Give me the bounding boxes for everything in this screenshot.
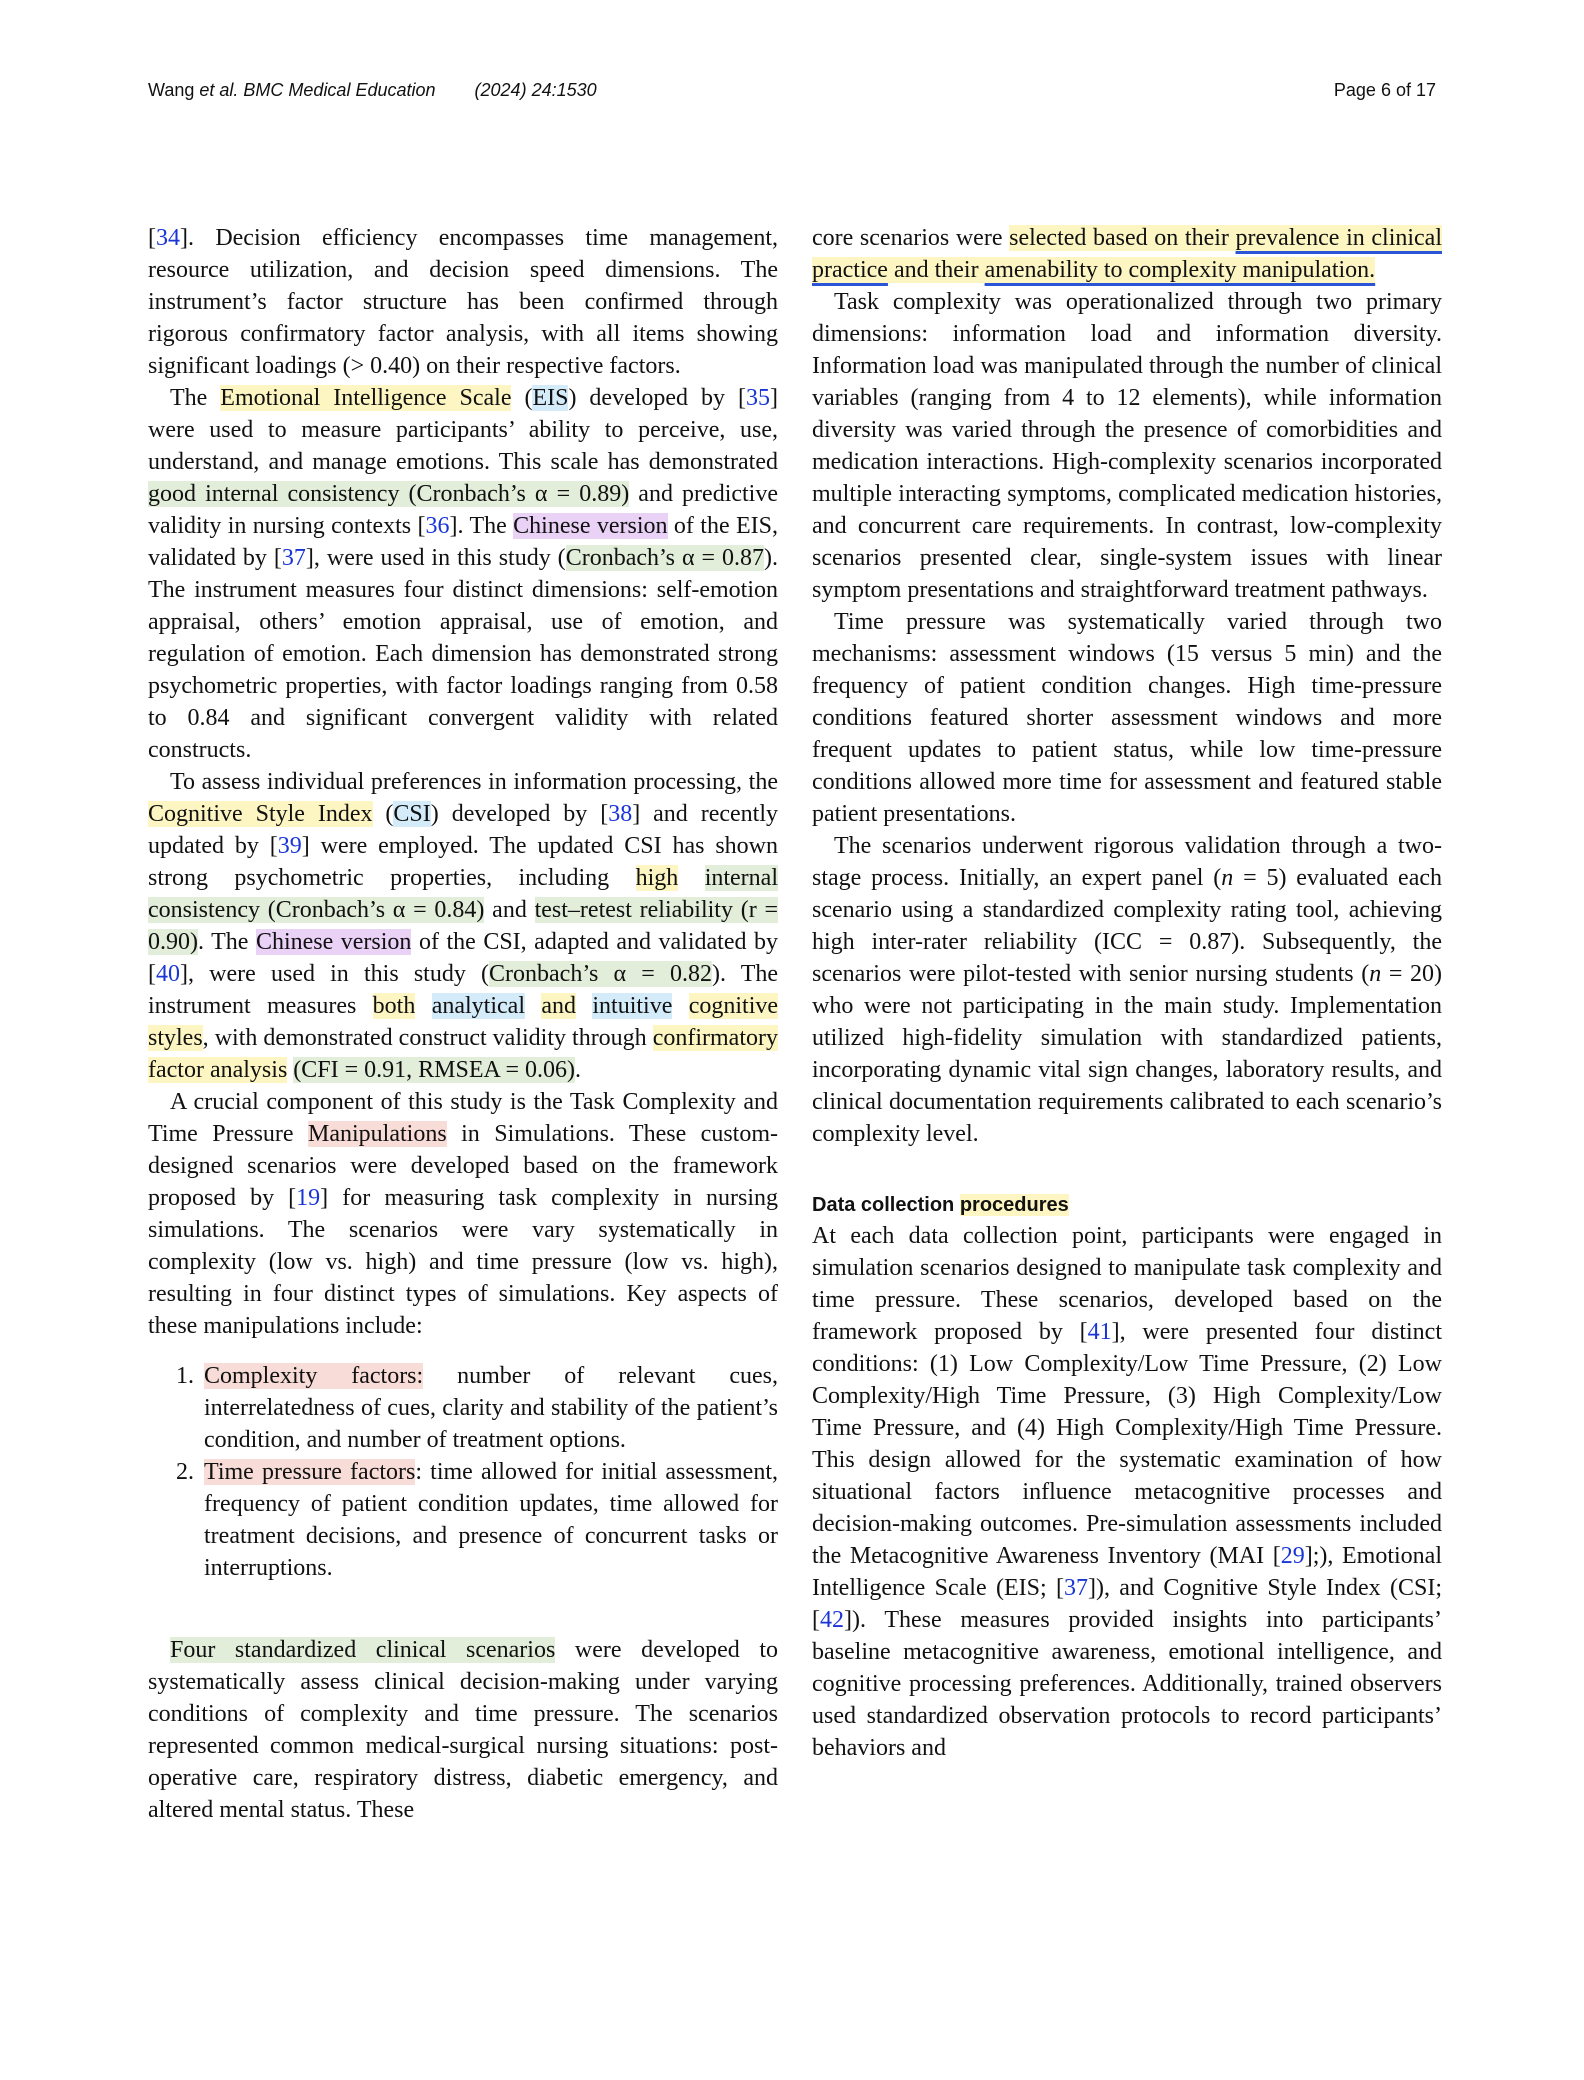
citation-link[interactable]: 29 (1280, 1543, 1305, 1569)
paragraph-validation: The scenarios underwent rigorous validation through a two-stage process. Initially, an expert panel (n = 5) evaluated each scenario using a standardized complexity rating tool, achieving high inter-rater reliability (ICC = 0.87). Subsequently, the scenarios were pilot-tested with senior nursing students (n = 20) who were not participating in the main study. Implementation utilized high-fidelity simulation with standardized patients, incorporating dynamic vital sign changes, laboratory results, and clinical documentation requirements calibrated to each scenario’s complexity level. (812, 833, 1443, 1147)
highlight[interactable]: test–retest reliability (r = 0.90) (148, 897, 778, 955)
citation-line (148, 80, 597, 101)
citation-link[interactable]: 41 (1087, 1319, 1112, 1345)
right-column (812, 222, 1442, 1764)
highlight[interactable]: Cronbach’s α = 0.82 (489, 961, 712, 987)
highlight[interactable]: and (541, 993, 576, 1019)
highlight[interactable]: internal consistency (Cronbach’s α = 0.84) (148, 865, 778, 923)
highlight[interactable]: Time pressure factors (204, 1459, 416, 1485)
highlight[interactable]: Complexity factors: (204, 1363, 424, 1389)
list-item: 2. Time pressure factors: time allowed for initial assessment, frequency of patient condition updates, time allowed for treatment decisions, and presence of concurrent tasks or interruptions. (200, 1456, 778, 1584)
journal-name: BMC Medical Education (243, 80, 436, 100)
highlight[interactable]: Four standardized clinical scenarios (170, 1637, 556, 1663)
paragraph-csi: To assess individual preferences in information processing, the Cognitive Style Index (CSI) developed by [38] and recently updated by [39] were employed. The updated CSI has shown strong psychometric properties, including high internal consistency (Cronbach’s α = 0.84) and test–retest reliability (r = 0.90). The Chinese version of the CSI, adapted and validated by [40], were used in this study (Cronbach’s α = 0.82). The instrument measures both analytical and intuitive cognitive styles, with demonstrated construct validity through confirmatory factor analysis (CFI = 0.91, RMSEA = 0.06). (148, 769, 779, 1083)
highlight[interactable]: procedures (959, 1194, 1069, 1216)
section-heading-data-collection: Data collection procedures (812, 1194, 1069, 1216)
citation-link[interactable]: 42 (820, 1607, 844, 1633)
paragraph-time-pressure: Time pressure was systematically varied through two mechanisms: assessment windows (15 versus 5 min) and the frequency of patient condition changes. High time-pressure conditions featured shorter assessment windows and more frequent updates to patient status, while low time-pressure conditions allowed more time for assessment and featured stable patient presentations. (812, 609, 1442, 827)
left-column (148, 222, 778, 1826)
citation-link[interactable]: 35 (746, 385, 770, 411)
paragraph-eis: The Emotional Intelligence Scale (EIS) developed by [35] were used to measure participants’ ability to perceive, use, understand, and manage emotions. This scale has demonstrated good internal consistency (Cronbach’s α = 0.89) and predictive validity in nursing contexts [36]. The Chinese version of the EIS, validated by [37], were used in this study (Cronbach’s α = 0.87). The instrument measures four distinct dimensions: self-emotion appraisal, others’ emotion appraisal, use of emotion, and regulation of emotion. Each dimension has demonstrated strong psychometric properties, with factor loadings ranging from 0.58 to 0.84 and significant convergent validity with related constructs. (148, 385, 779, 763)
year-volume: (2024) 24:1530 (474, 80, 597, 100)
highlight[interactable]: high (635, 865, 679, 891)
page-number: Page 6 of 17 (1333, 80, 1436, 100)
highlight[interactable]: analytical (431, 993, 525, 1019)
highlight-underline[interactable]: amenability to complexity manipulation. (984, 257, 1376, 283)
citation-link[interactable]: 39 (277, 833, 302, 859)
highlight[interactable]: Manipulations (308, 1121, 447, 1147)
highlight[interactable]: intuitive (592, 993, 673, 1019)
citation-link[interactable]: 37 (1063, 1575, 1088, 1601)
highlight[interactable]: Emotional Intelligence Scale (220, 385, 512, 411)
citation-link[interactable]: 38 (608, 801, 633, 827)
highlight[interactable]: Cognitive Style Index (148, 801, 373, 827)
highlight[interactable]: Cronbach’s α = 0.87 (565, 545, 765, 571)
highlight[interactable]: Chinese version (513, 513, 668, 539)
citation-link[interactable]: 37 (281, 545, 306, 571)
spacer (148, 1606, 778, 1634)
list-item: 1. Complexity factors: number of relevant cues, interrelatedness of cues, clarity and stability of the patient’s condition, and number of treatment options. (200, 1360, 778, 1456)
highlight[interactable]: Chinese version (255, 929, 412, 955)
highlight[interactable]: both (372, 993, 416, 1019)
authors: Wang (148, 80, 195, 100)
highlight[interactable]: CSI (393, 801, 431, 827)
paragraph-task-complexity: Task complexity was operationalized through two primary dimensions: information load and information diversity. Information load was manipulated through the number of clinical variables (ranging from 4 to 12 elements), while information diversity was varied through the presence of comorbidities and medication interactions. High-complexity scenarios incorporated multiple interacting symptoms, complicated medication histories, and concurrent care requirements. In contrast, low-complexity scenarios presented clear, single-system issues with linear symptom presentations and straightforward treatment pathways. (812, 289, 1442, 603)
running-header (148, 80, 1436, 110)
highlight[interactable]: selected based on their (1009, 225, 1236, 251)
citation-link[interactable]: 34 (156, 225, 180, 251)
highlight-underline[interactable]: prevalence in clinical practice (812, 225, 1442, 283)
citation-link[interactable]: 19 (296, 1185, 321, 1211)
highlight[interactable]: good internal consistency (Cronbach’s α = 0.89) (148, 481, 630, 507)
paragraph-scenarios: Four standardized clinical scenarios were developed to systematically assess clinical decision-making under varying conditions of complexity and time pressure. The scenarios represented common medical-surgical nursing situations: post-operative care, respiratory distress, diabetic emergency, and altered mental status. These (148, 1637, 779, 1823)
highlight[interactable]: (CFI = 0.91, RMSEA = 0.06) (293, 1057, 576, 1083)
paragraph-data-collection: At each data collection point, participants were engaged in simulation scenarios designed to manipulate task complexity and time pressure. These scenarios, developed based on the framework proposed by [41], were presented four distinct conditions: (1) Low Complexity/Low Time Pressure, (2) Low Complexity/High Time Pressure, (3) High Complexity/Low Time Pressure, and (4) High Complexity/High Time Pressure. This design allowed for the systematic examination of how situational factors influence metacognitive processes and decision-making outcomes. Pre-simulation assessments included the Metacognitive Awareness Inventory (MAI [29];), Emotional Intelligence Scale (EIS; [37]), and Cognitive Style Index (CSI; [42]). These measures provided insights into participants’ baseline metacognitive awareness, emotional intelligence, and cognitive processing preferences. Additionally, trained observers used standardized observation protocols to record participants’ behaviors and (812, 1223, 1443, 1761)
paragraph-manipulations: A crucial component of this study is the Task Complexity and Time Pressure Manipulations in Simulations. These custom-designed scenarios were developed based on the framework proposed by [19] for measuring task complexity in nursing simulations. The scenarios were vary systematically in complexity (low vs. high) and time pressure (low vs. high), resulting in four distinct types of simulations. Key aspects of these manipulations include: (148, 1089, 778, 1339)
paragraph-core-scenarios: core scenarios were selected based on their prevalence in clinical practice and their amenability to complexity manipulation. (812, 225, 1442, 283)
citation-link[interactable]: 40 (156, 961, 180, 987)
highlight[interactable]: confirmatory factor analysis (148, 1025, 778, 1083)
highlight[interactable]: EIS (532, 385, 569, 411)
citation-link[interactable]: 36 (425, 513, 450, 539)
highlight[interactable]: cognitive styles (148, 993, 779, 1051)
paragraph-decision-efficiency: [34]. Decision efficiency encompasses time management, resource utilization, and decision speed dimensions. The instrument’s factor structure has been confirmed through rigorous confirmatory factor analysis, with all items showing significant loadings (> 0.40) on their respective factors. (148, 225, 778, 379)
etal: et al. (199, 80, 239, 100)
manipulation-factors-list (148, 1360, 778, 1584)
highlight[interactable]: and their (887, 257, 985, 283)
